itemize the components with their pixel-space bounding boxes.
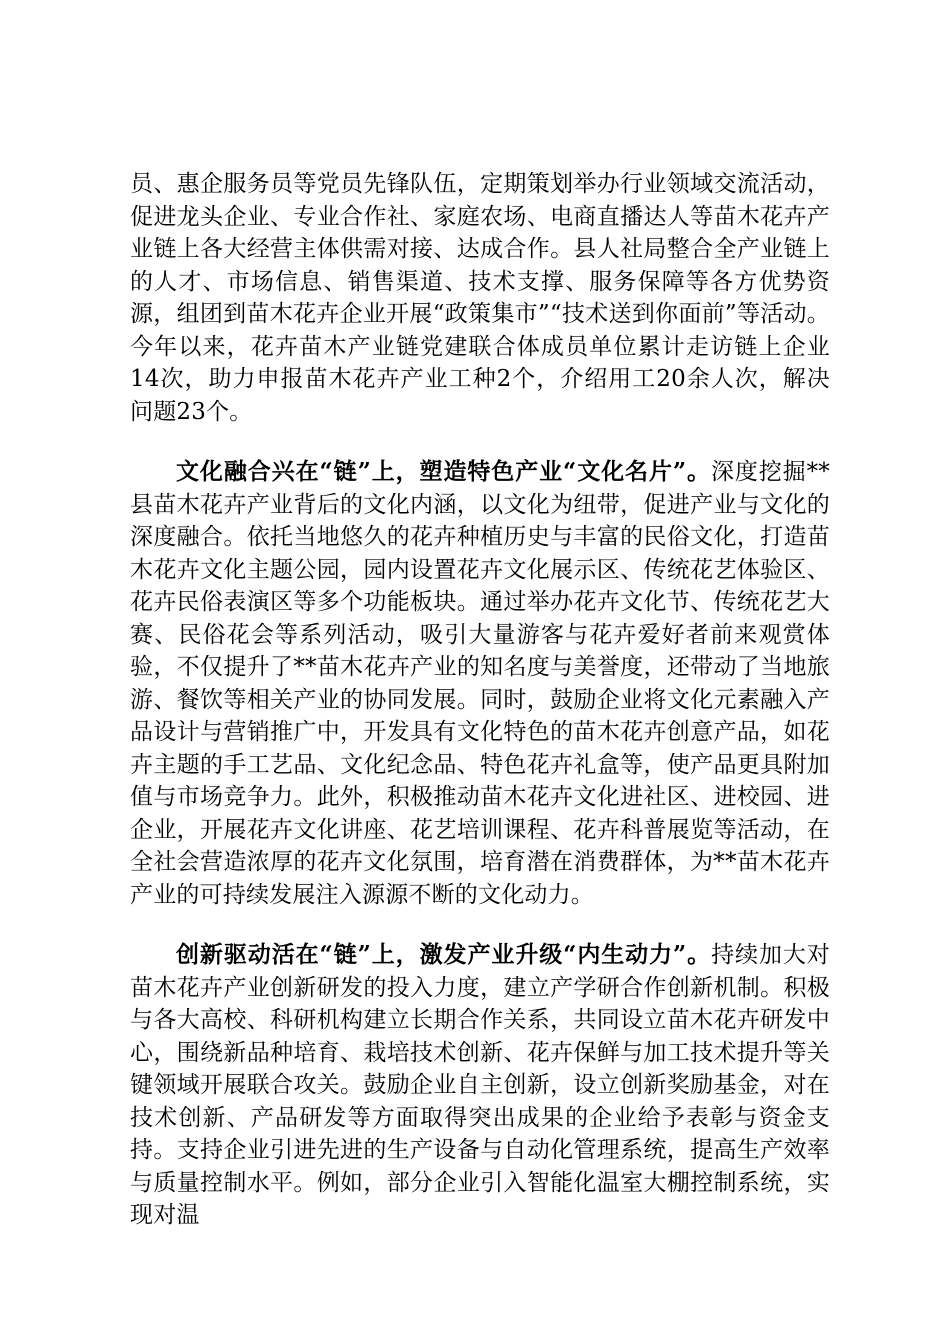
paragraph-1 [130, 168, 830, 428]
paragraph-3-body: 持续加大对苗木花卉产业创新研发的投入力度，建立产学研合作创新机制。积极与各大高校、科研机构建立长期合作关系，共同设立苗木花卉研发中心，围绕新品种培育、栽培技术创新、花卉保鲜与加工技术提升等关键领域开展联合攻关。鼓励企业自主创新，设立创新奖励基金，对在技术创新、产品研发等方面取得突出成果的企业给予表彰与资金支持。支持企业引进先进的生产设备与自动化管理系统，提高生产效率与质量控制水平。例如，部分企业引入智能化温室大棚控制系统，实现对温 [130, 942, 831, 1228]
paragraph-1-body: 员、惠企服务员等党员先锋队伍，定期策划举办行业领域交流活动，促进龙头企业、专业合作社、家庭农场、电商直播达人等苗木花卉产业链上各大经营主体供需对接、达成合作。县人社局整合全产业链上的人才、市场信息、销售渠道、技术支撑、服务保障等各方优势资源，组团到苗木花卉企业开展“政策集市”“技术送到你面前”等活动。今年以来，花卉苗木产业链党建联合体成员单位累计走访链上企业14次，助力申报苗木花卉产业工种2个，介绍用工20余人次，解决问题23个。 [130, 171, 830, 425]
paragraph-2-body: 深度挖掘**县苗木花卉产业背后的文化内涵，以文化为纽带，促进产业与文化的深度融合。依托当地悠久的花卉种植历史与丰富的民俗文化，打造苗木花卉文化主题公园，园内设置花卉文化展示区、传统花艺体验区、花卉民俗表演区等多个功能板块。通过举办花卉文化节、传统花艺大赛、民俗花会等系列活动，吸引大量游客与花卉爱好者前来观赏体验，不仅提升了**苗木花卉产业的知名度与美誉度，还带动了当地旅游、餐饮等相关产业的协同发展。同时，鼓励企业将文化元素融入产品设计与营销推广中，开发具有文化特色的苗木花卉创意产品，如花卉主题的手工艺品、文化纪念品、特色花卉礼盒等，使产品更具附加值与市场竞争力。此外，积极推动苗木花卉文化进社区、进校园、进企业，开展花卉文化讲座、花艺培训课程、花卉科普展览等活动，在全社会营造浓厚的花卉文化氛围，培育潜在消费群体，为**苗木花卉产业的可持续发展注入源源不断的文化动力。 [130, 459, 831, 908]
document-page [130, 168, 830, 1260]
paragraph-2 [130, 456, 830, 911]
paragraph-3 [130, 939, 830, 1232]
paragraph-2-heading: 文化融合兴在“链”上，塑造特色产业“文化名片”。 [176, 458, 711, 485]
paragraph-3-heading: 创新驱动活在“链”上，激发产业升级“内生动力”。 [176, 941, 712, 968]
